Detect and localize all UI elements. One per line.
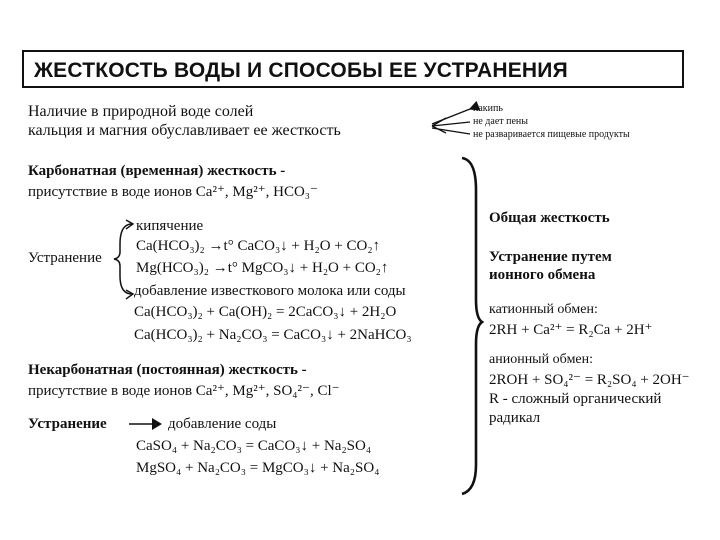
general-heading: Общая жесткость	[489, 210, 610, 226]
boiling-label: кипячение	[136, 218, 204, 234]
carbonate-removal-label: Устранение	[28, 250, 102, 266]
effects-arrows	[432, 109, 470, 134]
page-title: ЖЕСТКОСТЬ ВОДЫ И СПОСОБЫ ЕЕ УСТРАНЕНИЯ	[34, 59, 568, 82]
carbonate-removal-brace	[114, 220, 133, 299]
intro-line-1: Наличие в природной воде солей	[28, 103, 254, 120]
general-removal-1: Устранение путем	[489, 249, 612, 265]
noncarbonate-arrow	[129, 418, 162, 430]
noncarbonate-heading: Некарбонатная (постоянная) жесткость -	[28, 362, 307, 378]
carbonate-heading: Карбонатная (временная) жесткость -	[28, 163, 286, 179]
boiling-equation-mg: Mg(HCO₃)₂ →t° MgCO₃↓ + H₂O + CO₂↑	[136, 260, 389, 276]
anion-equation: 2ROH + SO₄²⁻ = R₂SO₄ + 2OH⁻	[489, 372, 690, 388]
general-removal-2: ионного обмена	[489, 267, 596, 283]
noncarbonate-ions: присутствие в воде ионов Ca²⁺, Mg²⁺, SO₄²⁻, Cl⁻	[28, 383, 340, 399]
effect-scale: накипь	[473, 103, 503, 114]
lime-equation: Ca(HCO₃)₂ + Ca(OH)₂ = 2CaCO₃↓ + 2H₂O	[134, 304, 397, 320]
title-box	[22, 50, 684, 88]
noncarbonate-soda-label: добавление соды	[168, 416, 277, 432]
effect-no-foam: не дает пены	[473, 116, 528, 127]
radical-note-1: R - сложный органический	[489, 391, 662, 407]
cation-label: катионный обмен:	[489, 302, 598, 317]
general-brace	[462, 158, 482, 494]
radical-note-2: радикал	[489, 410, 541, 426]
lime-label: добавление известкового молока или соды	[134, 283, 406, 299]
cation-equation: 2RH + Ca²⁺ = R₂Ca + 2H⁺	[489, 322, 653, 338]
carbonate-ions: присутствие в воде ионов Ca²⁺, Mg²⁺, HCO₃⁻	[28, 184, 318, 200]
noncarbonate-equation-mg: MgSO₄ + Na₂CO₃ = MgCO₃↓ + Na₂SO₄	[136, 460, 380, 476]
anion-label: анионный обмен:	[489, 352, 594, 367]
soda-equation: Ca(HCO₃)₂ + Na₂CO₃ = CaCO₃↓ + 2NaHCO₃	[134, 327, 412, 343]
effect-no-boil: не разваривается пищевые продукты	[473, 129, 630, 140]
boiling-equation-ca: Ca(HCO₃)₂ →t° CaCO₃↓ + H₂O + CO₂↑	[136, 238, 381, 254]
intro-line-2: кальция и магния обуславливает ее жесткость	[28, 122, 341, 139]
noncarbonate-removal-label: Устранение	[28, 416, 107, 432]
noncarbonate-equation-ca: CaSO₄ + Na₂CO₃ = CaCO₃↓ + Na₂SO₄	[136, 438, 372, 454]
